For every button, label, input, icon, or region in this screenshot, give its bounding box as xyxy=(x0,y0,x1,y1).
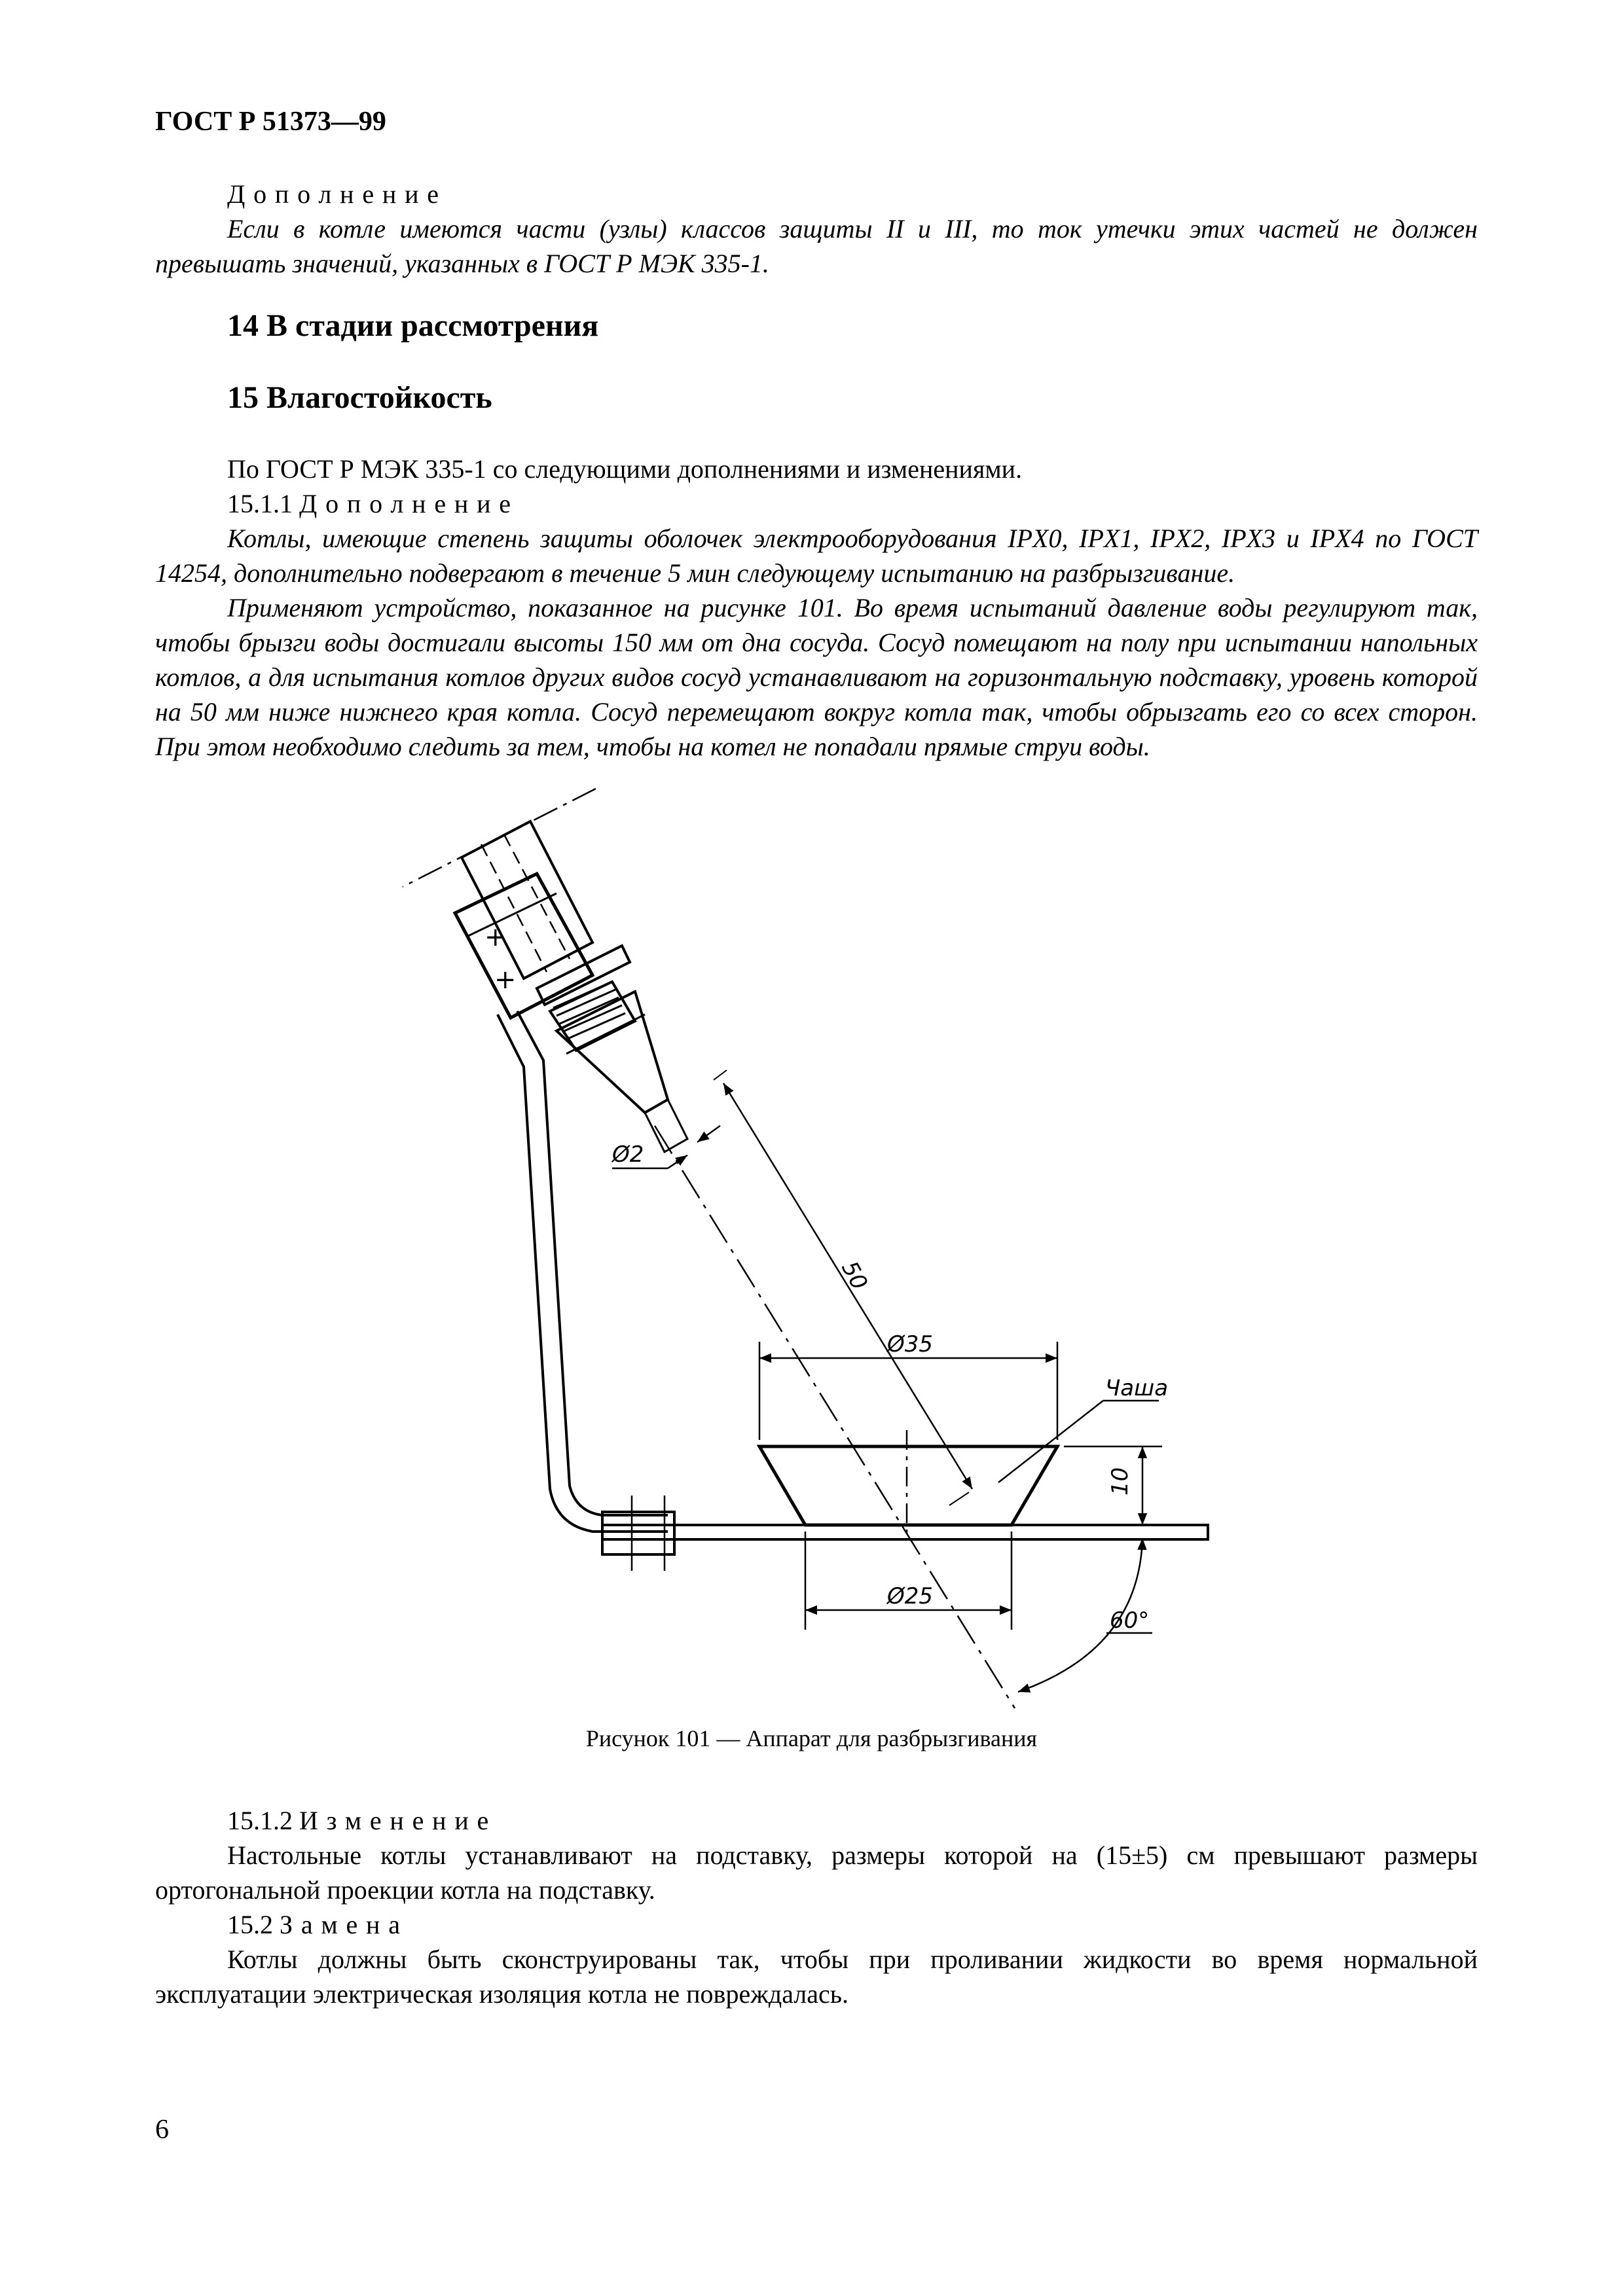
clause-15-2-heading xyxy=(155,1907,1478,1942)
addition-text: Если в котле имеются части (узлы) классов защиты II и III, то ток утечки этих частей не должен превышать значений, указанных в ГОСТ Р МЭК 335-1. xyxy=(155,214,1478,278)
bowl-label: Чаша xyxy=(1105,1375,1169,1401)
page-number: 6 xyxy=(155,2115,169,2145)
document-header: ГОСТ Р 51373—99 xyxy=(155,107,386,137)
dim-d2-label: Ø2 xyxy=(612,1141,644,1168)
section-15-intro: По ГОСТ Р МЭК 335-1 со следующими дополнениями и изменениями. xyxy=(227,454,1023,484)
dim-d25-label: Ø25 xyxy=(887,1583,934,1609)
angle-label: 60° xyxy=(1110,1607,1150,1634)
figure-caption: Рисунок 101 — Аппарат для разбрызгивания xyxy=(585,1725,1038,1751)
bowl xyxy=(759,1446,1057,1525)
clause-15-1-2-number: 15.1.2 xyxy=(227,1806,293,1835)
clause-15-1-2-label: Изменение xyxy=(299,1806,498,1835)
clause-15-1-1-number: 15.1.1 xyxy=(227,489,293,518)
addition-label: Дополнение xyxy=(227,179,447,209)
svg-text:+: + xyxy=(484,922,507,952)
clause-15-2-label: Замена xyxy=(280,1910,409,1939)
clause-15-1-1-label: Дополнение xyxy=(299,489,519,518)
clause-15-1-2-heading xyxy=(155,1803,1478,1838)
spray-axis xyxy=(655,1126,1015,1708)
clause-15-2-number: 15.2 xyxy=(227,1910,273,1939)
dim-10-label: 10 xyxy=(1107,1467,1133,1496)
base-clamp xyxy=(602,1512,674,1554)
section-15-title: 15 Влагостойкость xyxy=(227,380,492,415)
dim-50-label: 50 xyxy=(836,1257,873,1295)
fitting-block xyxy=(455,874,593,1018)
dim-d35-label: Ø35 xyxy=(887,1331,934,1357)
clause-15-1-1-para-2: Применяют устройство, показанное на рисунке 101. Во время испытаний давление воды регулируют так, чтобы брызги воды достигали высоты 150 мм от дна сосуда. Сосуд помещают на полу при испытании напольных котлов, а для испытания котлов других видов сосуд устанавливают на горизонтальную подставку, уровень которой на 50 мм ниже нижнего края котла. Сосуд перемещают вокруг котла так, чтобы обрызгать его со всех сторон. При этом необходимо следить за тем, чтобы на котел не попадали прямые струи воды. xyxy=(155,593,1478,761)
section-14-title: 14 В стадии рассмотрения xyxy=(227,308,599,343)
clause-15-1-1-para-1: Котлы, имеющие степень защиты оболочек электрооборудования IPX0, IPX1, IPX2, IPX3 и IPX4 по ГОСТ 14254, дополнительно подвергают в течение 5 мин следующему испытанию на разбрызгивание. xyxy=(155,524,1478,588)
clause-15-2-text: Котлы должны быть сконструированы так, чтобы при проливании жидкости во время нормальной эксплуатации электрическая изоляция котла не повреждалась. xyxy=(155,1945,1478,2009)
svg-text:+: + xyxy=(494,965,517,995)
clause-15-1-2-block xyxy=(155,1803,1478,2011)
clause-15-1-2-text: Настольные котлы устанавливают на подставку, размеры которой на (15±5) см превышают размеры ортогональной проекции котла на подставку. xyxy=(155,1840,1478,1905)
support-arm xyxy=(498,1014,668,1532)
